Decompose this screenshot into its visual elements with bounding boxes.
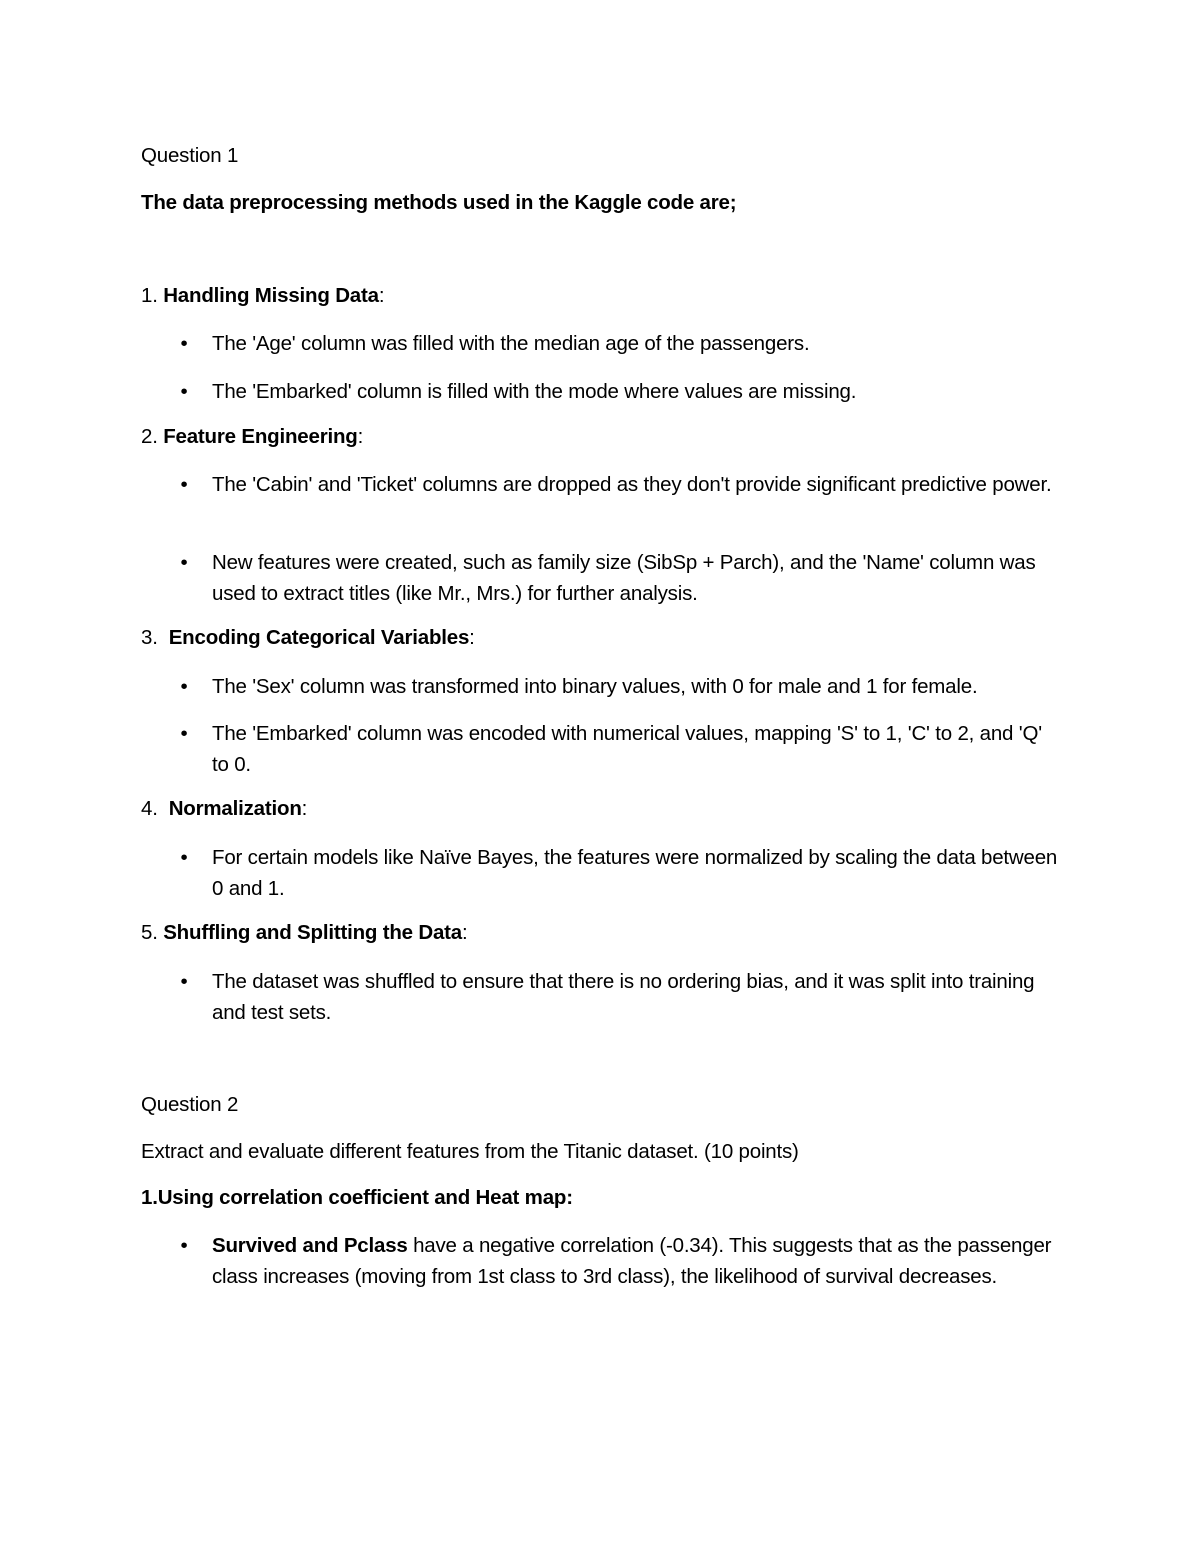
list-item: • The 'Cabin' and 'Ticket' columns are dropped as they don't provide significant predictive power. bbox=[141, 469, 1061, 500]
bullet-icon: • bbox=[180, 332, 188, 355]
question-1-heading: Question 1 bbox=[141, 144, 239, 167]
bullet-icon: • bbox=[180, 970, 188, 993]
bullet-icon: • bbox=[180, 675, 188, 698]
list-item: • New features were created, such as family size (SibSp + Parch), and the 'Name' column was used to extract titles (like Mr., Mrs.) for further analysis. bbox=[141, 547, 1061, 609]
bullet-icon: • bbox=[180, 722, 188, 745]
section-5-title: Shuffling and Splitting the Data bbox=[163, 921, 463, 944]
bullet-icon: • bbox=[180, 846, 188, 869]
list-item: • The 'Sex' column was transformed into binary values, with 0 for male and 1 for female. bbox=[141, 671, 1061, 702]
question-1-intro: The data preprocessing methods used in the Kaggle code are; bbox=[141, 191, 737, 214]
correlation-pair: Survived and Pclass bbox=[212, 1234, 408, 1257]
list-item: • The 'Embarked' column is filled with the mode where values are missing. bbox=[141, 376, 1061, 407]
question-2-intro: Extract and evaluate different features from the Titanic dataset. (10 points) bbox=[141, 1140, 799, 1163]
section-1-title: Handling Missing Data bbox=[163, 284, 379, 307]
bullet-icon: • bbox=[180, 1234, 188, 1257]
section-2-heading: 2. Feature Engineering: bbox=[141, 425, 364, 448]
section-5-heading: 5. Shuffling and Splitting the Data: bbox=[141, 921, 468, 944]
section-4-heading: 4. Normalization: bbox=[141, 797, 308, 820]
list-item: • Survived and Pclass have a negative correlation (-0.34). This suggests that as the passenger class increases (moving from 1st class to 3rd class), the likelihood of survival decreases. bbox=[141, 1230, 1061, 1292]
section-3-title: Encoding Categorical Variables bbox=[168, 626, 470, 649]
section-1-heading: 1. Handling Missing Data: bbox=[141, 284, 385, 307]
question-2-heading: Question 2 bbox=[141, 1093, 239, 1116]
question-2-subheading: 1.Using correlation coefficient and Heat map: bbox=[141, 1186, 573, 1209]
list-item: • The dataset was shuffled to ensure that there is no ordering bias, and it was split into training and test sets. bbox=[141, 966, 1061, 1028]
list-item: • The 'Age' column was filled with the median age of the passengers. bbox=[141, 328, 1061, 359]
section-4-title: Normalization bbox=[168, 797, 302, 820]
bullet-icon: • bbox=[180, 380, 188, 403]
bullet-icon: • bbox=[180, 473, 188, 496]
section-2-title: Feature Engineering bbox=[163, 425, 358, 448]
list-item: • The 'Embarked' column was encoded with numerical values, mapping 'S' to 1, 'C' to 2, and 'Q' to 0. bbox=[141, 718, 1061, 780]
section-3-heading: 3. Encoding Categorical Variables: bbox=[141, 626, 475, 649]
bullet-icon: • bbox=[180, 551, 188, 574]
list-item: • For certain models like Naïve Bayes, the features were normalized by scaling the data between 0 and 1. bbox=[141, 842, 1061, 904]
